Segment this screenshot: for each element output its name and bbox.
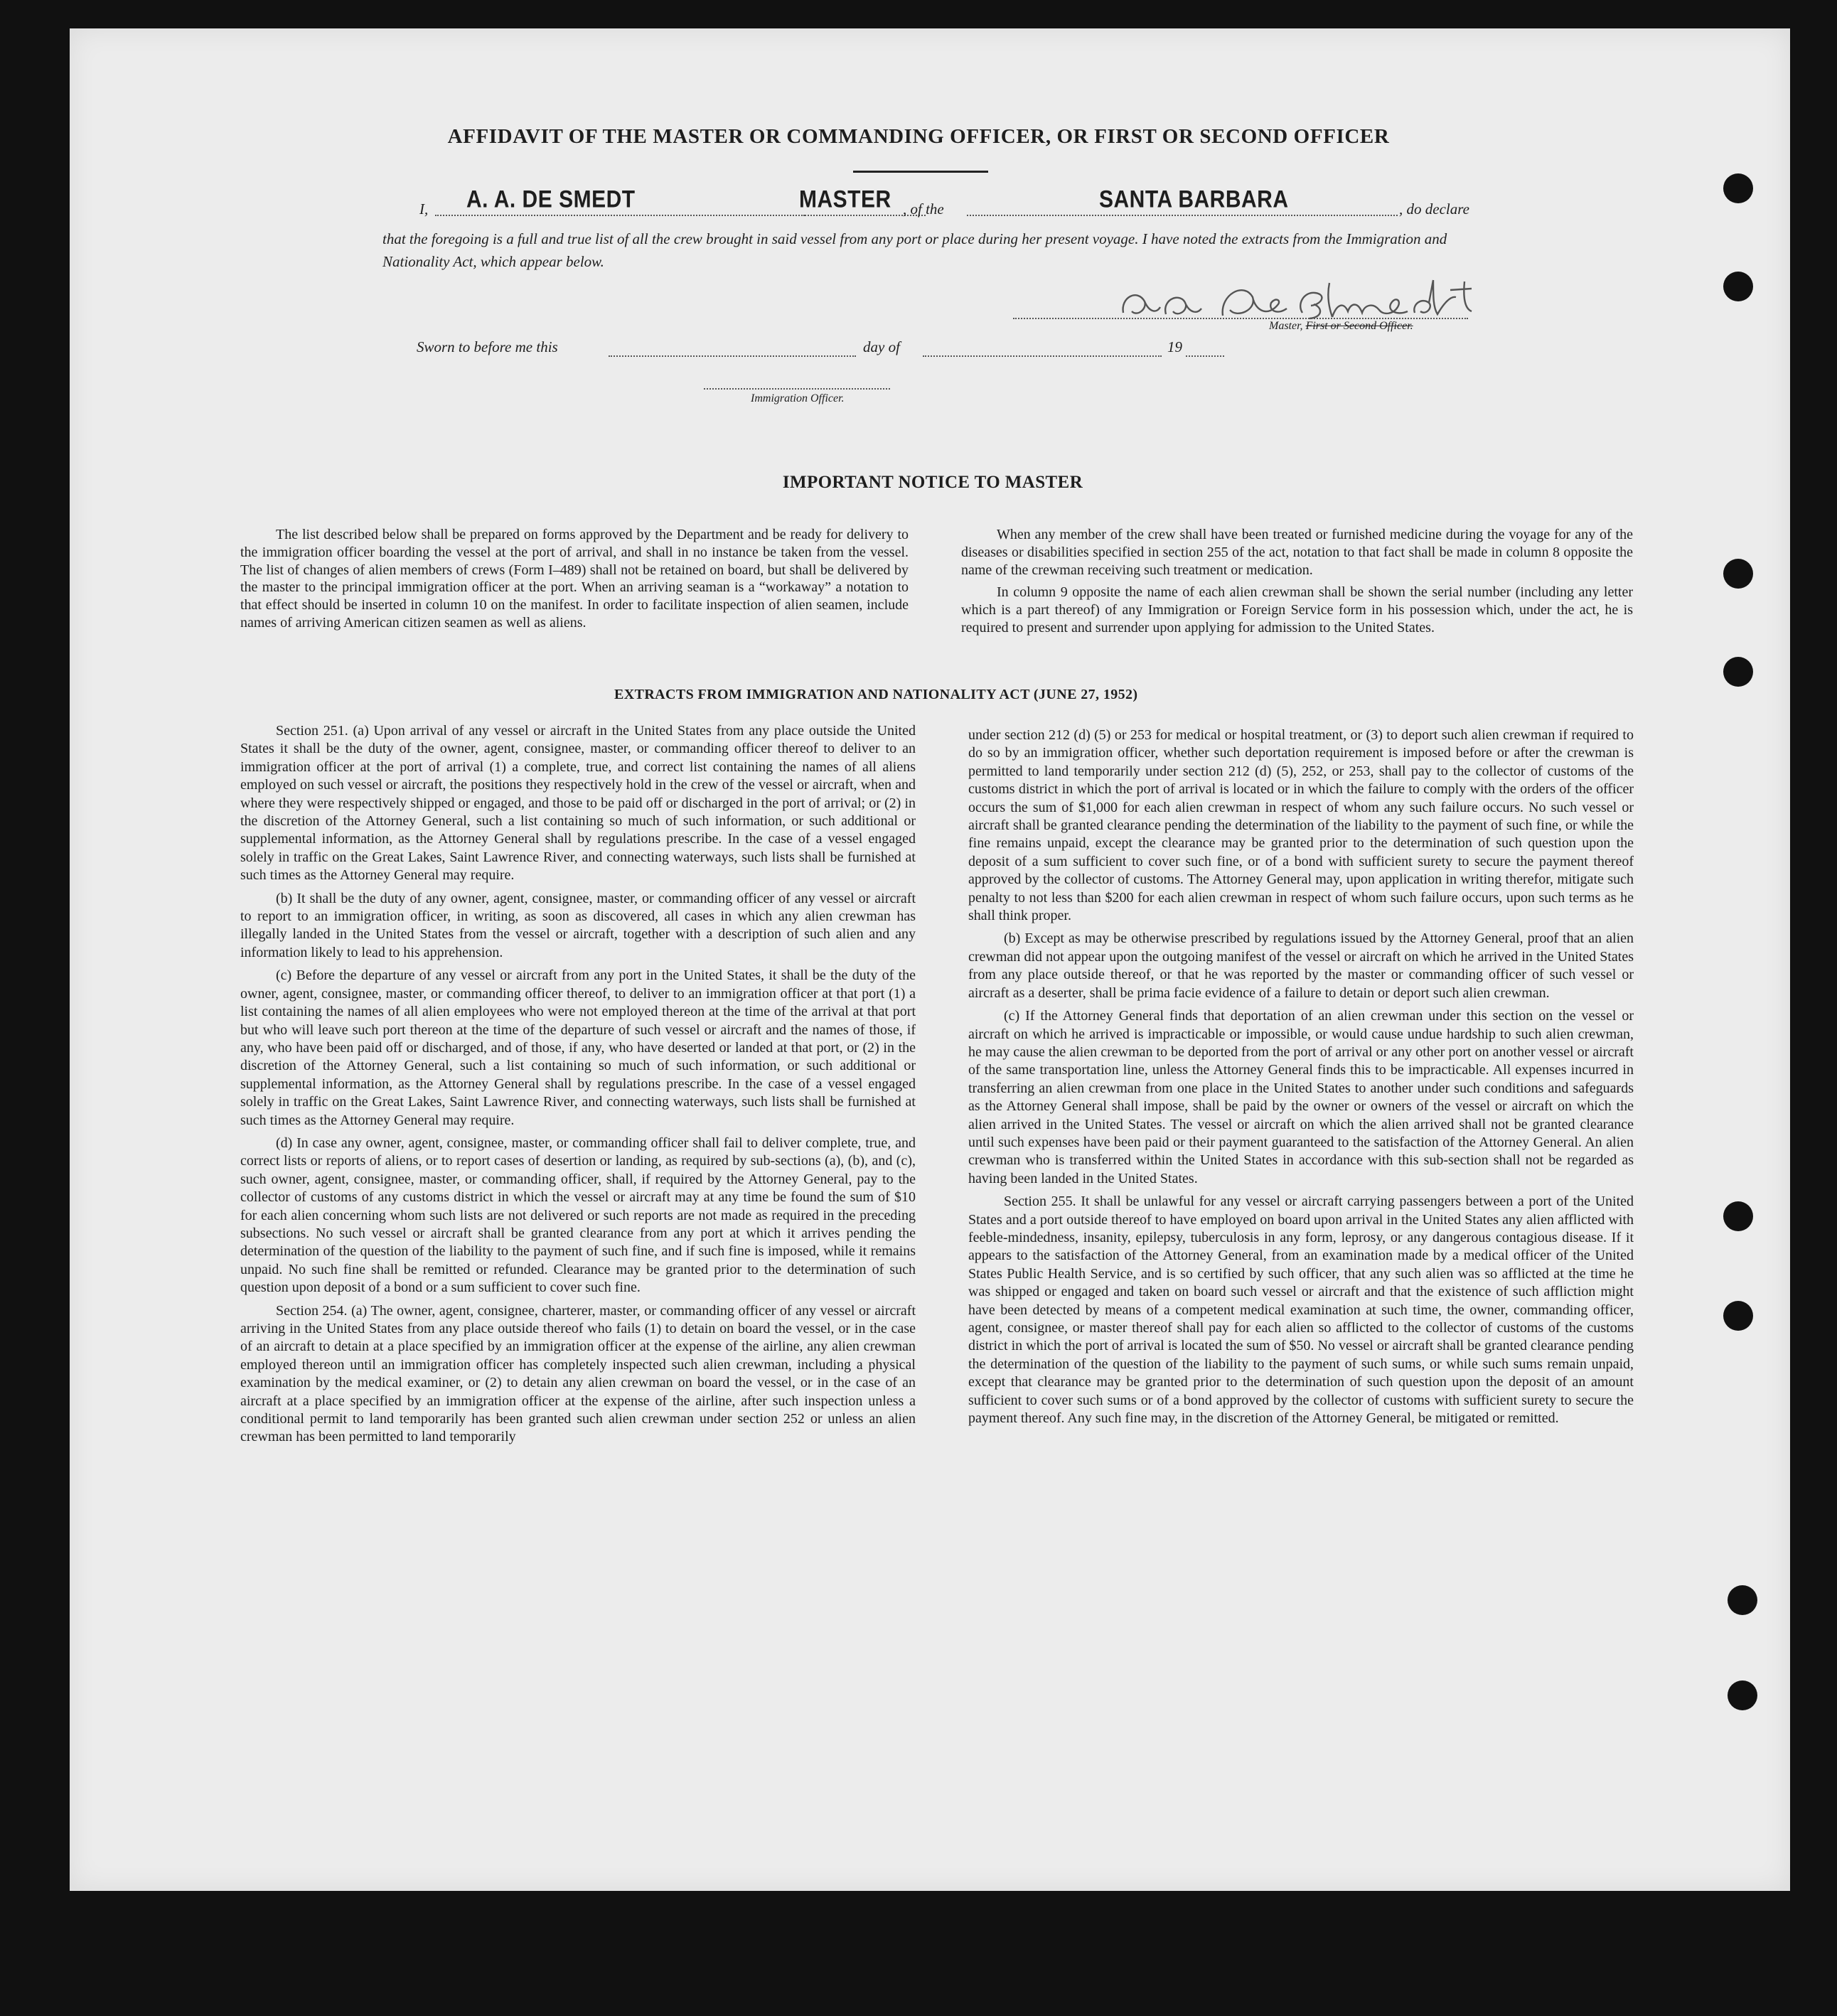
section-paragraph: (b) Except as may be otherwise prescribed by regulations issued by the Attorney General, proof that an alien crewman did not appear upon the outgoing manifest of the vessel or aircraft on which he arrived in the United States from any place outside thereof, or that he was reported by the master or commanding officer of such vessel or aircraft as a deserter, shall be prima facie evidence of a failure to detain or deport such alien crewman. <box>968 931 1634 1001</box>
sworn-year-line <box>1186 355 1224 357</box>
section-paragraph: (d) In case any owner, agent, consignee, master, or commanding officer shall fail to deliver complete, true, and correct lists or reports of aliens, or to report cases of desertion or landing, as required by sub-sections (a), (b), and (c), such owner, agent, consignee, master, or commanding officer, shall, if required by the Attorney General, pay to the collector of customs of any customs district in which the vessel or aircraft may at any time be found the sum of $10 for each alien concerning whom such lists are not delivered or such reports are not made as required in the preceding subsections. No such vessel or aircraft shall be granted clearance from any port at which it arrives pending the determination of the question of the liability to the payment of such fine, and if such fine is imposed, while it remains unpaid. No such fine shall be remitted or refunded. Clearance may be granted prior to the determination of such question upon deposit of a bond or a sum sufficient to cover such fine. <box>240 1135 916 1296</box>
signature-caption <box>1269 320 1413 333</box>
sworn-month-line <box>923 355 1162 357</box>
section-paragraph: under section 212 (d) (5) or 253 for medical or hospital treatment, or (3) to deport such alien crewman if required to do so by an immigration officer, whether such deportation requirement is imposed before or after the crewman is permitted to land temporarily under section 212 (d) (5), 252, or 253, shall pay to the collector of customs of the customs district in which the port of arrival is located or in which the failure to comply with the orders of the officer occurs the sum of $1,000 for each alien crewman in respect of whom any such failure occurs. No such vessel or aircraft shall be granted clearance pending the determination of the liability to the payment of such fine, or while the fine remains unpaid, except the clearance may be granted prior to the determination of such question upon the deposit of a sum sufficient to cover such fine, or of a bond with sufficient surety to secure the payment thereof approved by the collector of customs. The Attorney General may, upon application in writing therefor, mitigate such penalty to not less than $200 for each alien crewman in respect of whom such failure occurs, upon such terms as he shall think proper. <box>968 727 1634 924</box>
notice-left-column <box>240 526 909 637</box>
do-declare-label: , do declare <box>1399 200 1469 218</box>
signature-line <box>1013 318 1468 319</box>
day-of-label: day of <box>863 338 900 355</box>
extracts-right-column <box>968 726 1634 1432</box>
section-paragraph: (c) If the Attorney General finds that deportation of an alien crewman under this section on the vessel or aircraft on which he arrived is impracticable or impossible, or would cause undue hardship to such alien crewman, he may cause the alien crewman to be deported from the port of arrival or any other port on another vessel or aircraft of the same transportation line, unless the Attorney General finds this to be impracticable. All expenses incurred in transferring an alien crewman from one place in the United States to another under such conditions and safeguards as the Attorney General shall impose, shall be paid by the owner or owners of the vessel or aircraft on which the alien arrived in the United States. The vessel or aircraft on which the alien arrived shall not be granted clearance until such expenses have been paid or their payment guaranteed to the satisfaction of the Attorney General. An alien crewman who is transferred within the United States in accordance with this sub-section shall not be regarded as having been landed in the United States. <box>968 1008 1634 1186</box>
immigration-officer-label: Immigration Officer. <box>751 392 845 404</box>
vessel-fill-line <box>967 215 1398 216</box>
section-paragraph: Section 255. It shall be unlawful for any vessel or aircraft carrying passengers between a port of the United States and a port outside thereof to have employed on board upon arrival in the United States any alien afflicted with feeble-mindedness, insanity, epilepsy, tuberculosis in any form, leprosy, or any dangerous contagious disease. If it appears to the satisfaction of the Attorney General, from an examination made by a medical officer of the United States Public Health Service, and is so certified by such officer, that any such alien was so afflicted at the time he was shipped or engaged and taken on board such vessel or aircraft and that the existence of such affliction might have been detected by means of a competent medical examination at such time, the owner, commanding officer, agent, consignee, or master thereof shall pay for each alien so afflicted to the collector of customs of the customs district in which the port of arrival is located the sum of $50. No vessel or aircraft shall be granted clearance pending the determination of the question of the liability to the payment of such sums, or while such sums remain unpaid, except that clearance may be granted prior to the determination of such question upon the deposit of an amount sufficient to cover such sums or of a bond approved by the collector of customs with sufficient surety to secure the payment thereof. Any such fine may, in the discretion of the Attorney General, be mitigated or remitted. <box>968 1194 1634 1427</box>
master-label: Master, <box>1269 320 1306 332</box>
declaration-line <box>415 185 1489 220</box>
i-label: I, <box>419 200 429 218</box>
notice-heading: IMPORTANT NOTICE TO MASTER <box>782 473 1083 492</box>
extracts-left-column <box>240 722 916 1452</box>
section-paragraph: Section 251. (a) Upon arrival of any vessel or aircraft in the United States from any place outside the United States it shall be the duty of the owner, agent, consignee, master, or commanding officer thereof to deliver to an immigration officer at the port of arrival (1) a complete, true, and correct list containing the names of all aliens employed on such vessel or aircraft, the positions they respectively hold in the crew of the vessel or aircraft, when and where they were respectively shipped or engaged, and those to be paid off or discharged in the port of arrival; or (2) in the discretion of the Attorney General, such a list containing so much of such information, or such additional or supplemental information, as the Attorney General shall by regulations prescribe. In the case of a vessel engaged solely in traffic on the Great Lakes, Saint Lawrence River, and connecting waterways, such lists shall be furnished at such times as the Attorney General may require. <box>240 723 916 884</box>
affidavit-title: AFFIDAVIT OF THE MASTER OR COMMANDING OFFICER, OR FIRST OR SECOND OFFICER <box>447 125 1390 148</box>
rank: MASTER <box>799 186 891 213</box>
title-divider <box>853 171 988 173</box>
year-label: 19 <box>1167 338 1182 355</box>
section-paragraph: Section 254. (a) The owner, agent, consignee, charterer, master, or commanding officer of any vessel or aircraft arriving in the United States from any place outside thereof who fails (1) to detain on board the vessel, or in the case of an aircraft to detain at a place specified by an immigration officer at the expense of the airline, any alien crewman employed thereon until an immigration officer has completely inspected such alien crewman, including a physical examination by the medical examiner, or (2) to detain any alien crewman on board the vessel, or in the case of an aircraft at a place specified by an immigration officer at the expense of the airline, after such inspection unless a conditional permit to land temporarily has been granted such alien crewman under section 252 or unless an alien crewman has been permitted to land temporarily <box>240 1302 916 1445</box>
notice-paragraph: When any member of the crew shall have been treated or furnished medicine during the voyage for any of the diseases or disabilities specified in section 255 of the act, notation to that fact shall be made in column 8 opposite the name of the crewman receiving such treatment or medication. <box>961 527 1633 578</box>
of-the-label: , of the <box>903 200 944 218</box>
section-paragraph: (c) Before the departure of any vessel or aircraft from any port in the United States, it shall be the duty of the owner, agent, consignee, master, or commanding officer thereof, to deliver to an immigration officer at that port (1) a list containing the names of all alien employees who were not employed thereon at the time of the arrival at that port but who will leave such port thereon at the time of the departure of such vessel or aircraft and the names of those, if any, who have been paid off or discharged, and of those, if any, who have deserted or landed at that port, or (2) in the discretion of the Attorney General, such a list containing so much of such information, or such additional or supplemental information, as the Attorney General shall by regulations prescribe. In the case of a vessel engaged solely in traffic on the Great Lakes, Saint Lawrence River, and connecting waterways, such lists shall be furnished at such times as the Attorney General may require. <box>240 967 916 1128</box>
sworn-line <box>417 338 1227 364</box>
sworn-label: Sworn to before me this <box>417 338 558 355</box>
declaration-text: that the foregoing is a full and true list of all the crew brought in said vessel from any port or place during her present voyage. I have noted the extracts from the Immigration and Nationality Act, which appear below. <box>382 230 1447 270</box>
section-paragraph: (b) It shall be the duty of any owner, agent, consignee, master, or commanding officer of any vessel or aircraft to report to an immigration officer, in writing, as soon as discovered, all cases in which any alien crewman has illegally landed in the United States from the vessel or aircraft, together with a description of such alien and any information likely to lead to his apprehension. <box>240 890 916 960</box>
struck-officer-label: First or Second Officer. <box>1305 320 1413 332</box>
notice-paragraph: The list described below shall be prepared on forms approved by the Department and be ready for delivery to the immigration officer boarding the vessel at the port of arrival, and shall in no instance be taken from the vessel. The list of changes of alien members of crews (Form I–489) shall not be retained on board, but shall be delivered by the master to the principal immigration officer at the port. When an arriving seaman is a “workaway” a notation to that effect should be inserted in column 10 on the manifest. In order to facilitate inspection of alien seamen, include names of arriving American citizen seamen as well as aliens. <box>240 527 909 631</box>
notice-right-column <box>961 526 1633 642</box>
immigration-officer-line <box>704 388 890 390</box>
name-fill-line <box>435 215 805 216</box>
extracts-heading: EXTRACTS FROM IMMIGRATION AND NATIONALITY ACT (JUNE 27, 1952) <box>614 687 1138 702</box>
master-name: A. A. DE SMEDT <box>466 186 636 213</box>
sworn-day-line <box>609 355 856 357</box>
notice-paragraph: In column 9 opposite the name of each alien crewman shall be shown the serial number (including any letter which is a part thereof) of any Immigration or Foreign Service form in his possession which, under the act, he is required to present and surrender upon applying for admission to the United States. <box>961 584 1633 636</box>
vessel-name: SANTA BARBARA <box>1099 186 1289 213</box>
